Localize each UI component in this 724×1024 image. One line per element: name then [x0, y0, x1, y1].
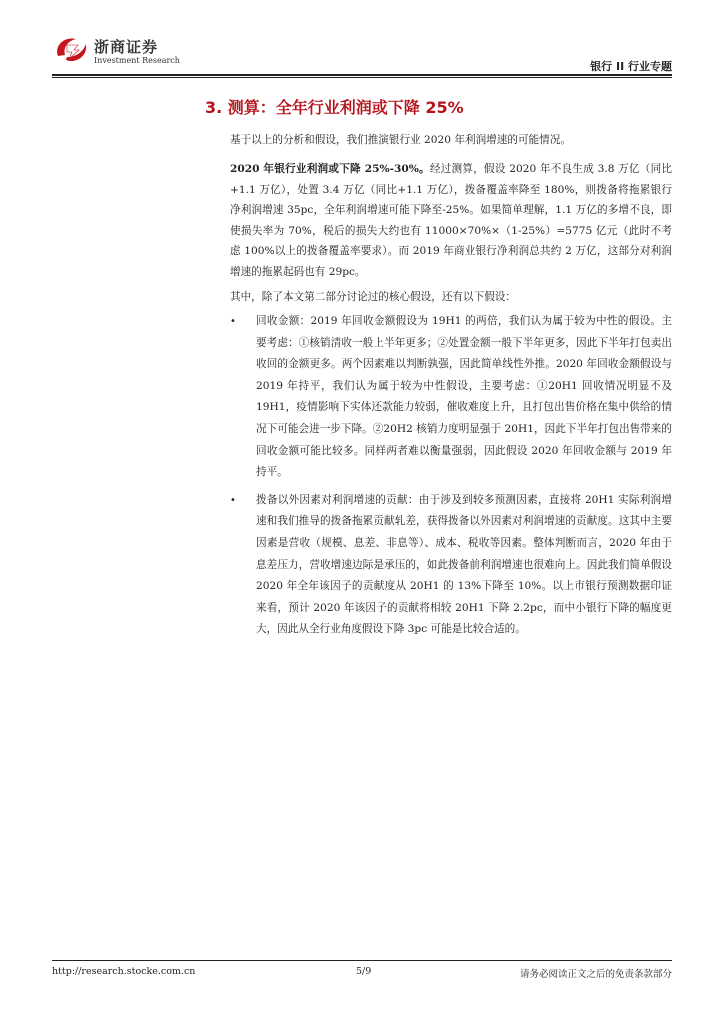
report-category-title: 银行 II 行业专题	[590, 60, 672, 73]
section-heading: 3. 测算：全年行业利润或下降 25%	[205, 98, 464, 117]
assumptions-intro: 其中，除了本文第二部分讨论过的核心假设，还有以下假设：	[230, 291, 517, 303]
brand-logo-icon	[52, 34, 90, 66]
header-divider-thin	[52, 77, 672, 78]
footer-disclaimer: 请务必阅读正文之后的免责条款部分	[519, 969, 672, 980]
page-number: 5/9	[356, 966, 372, 977]
brand-logo	[52, 32, 182, 72]
calculation-lead: 2020 年银行业利润或下降 25%-30%。	[230, 163, 430, 175]
bullet-icon: •	[230, 494, 236, 506]
brand-name-cn: 浙商证券	[94, 38, 159, 56]
bullet-icon: •	[230, 316, 236, 327]
intro-paragraph: 基于以上的分析和假设，我们推演银行业 2020 年利润增速的可能情况。	[230, 134, 571, 146]
assumption-list	[230, 311, 672, 645]
calculation-body: 经过测算，假设 2020 年不良生成 3.8 万亿（同比+1.1 万亿），处置 3.4 万亿（同比+1.1 万亿），拨备覆盖率降至 180%，则拨备将拖累银行净利润增速 35pc，全年利润增速可能下降至-25%。如果简单理解，1.1 万亿的多增不良，即使损失率为 70%，税后的损失大约也有 11000×70%×（1-25%）=5775 亿元（此时不考虑 100%以上的拨备覆盖率要求）。而 2019 年商业银行净利润总共约 2 万亿，这部分对利润增速的拖累起码也有 29pc。	[230, 163, 672, 278]
brand-name-en: Investment Research	[94, 56, 180, 65]
list-item	[230, 311, 672, 484]
list-item-text: 回收金额：2019 年回收金额假设为 19H1 的两倍，我们认为属于较为中性的假设。主要考虑：①核销清收一般上半年更多；②处置金额一般下半年更多，因此下半年打包卖出收回的金额更多。两个因素难以判断孰强，因此简单线性外推。2020 年回收金额假设与 2019 年持平，我们认为属于较为中性假设，主要考虑：①20H1 回收情况明显不及 19H1，疫情影响下实体还款能力较弱，催收难度上升，且打包出售价格在集中供给的情况下可能会进一步下降。②20H2 核销力度明显强于 20H1，因此下半年打包出售带来的回收金额可能比较多。同样两者难以衡量强弱，因此假设 2020 年回收金额与 2019 年持平。	[256, 315, 672, 479]
footer-website-link[interactable]: http://research.stocke.com.cn	[52, 966, 196, 977]
list-item	[230, 490, 672, 641]
list-item-text: 拨备以外因素对利润增速的贡献：由于涉及到较多预测因素，直接将 20H1 实际利润增速和我们推导的拨备拖累贡献轧差，获得拨备以外因素对利润增速的贡献度。这其中主要因素是营收（规模、息差、非息等）、成本、税收等因素。整体判断而言，2020 年由于息差压力，营收增速边际是承压的，如此拨备前利润增速也很难向上。因此我们简单假设 2020 年全年该因子的贡献度从 20H1 的 13%下降至 10%。以上市银行预测数据印证来看，预计 2020 年该因子的贡献将相较 20H1 下降 2.2pc，而中小银行下降的幅度更大，因此从全行业角度假设下降 3pc 可能是比较合适的。	[256, 493, 672, 636]
footer-divider	[52, 960, 672, 961]
header-divider	[52, 74, 672, 76]
calculation-paragraph	[230, 159, 672, 282]
